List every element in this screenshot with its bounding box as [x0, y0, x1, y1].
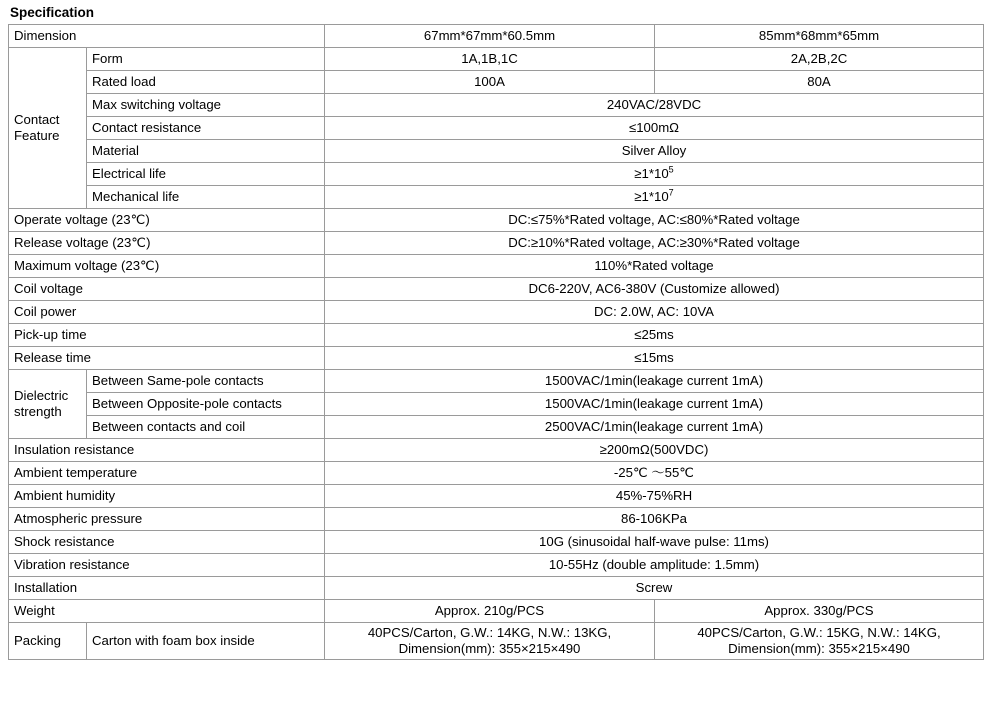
- row-value-rated-load-2: 80A: [655, 71, 984, 94]
- group-label-contact-form: Contact Feature: [9, 48, 87, 209]
- table-row: [9, 209, 984, 232]
- row-value-contacts-and-coil: 2500VAC/1min(leakage current 1mA): [325, 416, 984, 439]
- row-label-electrical-life: Electrical life: [87, 163, 325, 186]
- row-label-pick-up-time: Pick-up time: [9, 324, 325, 347]
- table-row: [9, 370, 984, 393]
- row-value-operate-voltage: DC:≤75%*Rated voltage, AC:≤80%*Rated voltage: [325, 209, 984, 232]
- table-row: [9, 25, 984, 48]
- row-value-insulation-resistance: ≥200mΩ(500VDC): [325, 439, 984, 462]
- row-value-installation: Screw: [325, 577, 984, 600]
- table-row: [9, 94, 984, 117]
- row-value-vibration-resistance: 10-55Hz (double amplitude: 1.5mm): [325, 554, 984, 577]
- row-label-atmospheric-pressure: Atmospheric pressure: [9, 508, 325, 531]
- row-label-insulation-resistance: Insulation resistance: [9, 439, 325, 462]
- row-value-maximum-voltage: 110%*Rated voltage: [325, 255, 984, 278]
- table-row: [9, 347, 984, 370]
- group-label-same-pole: Dielectric strength: [9, 370, 87, 439]
- row-value-coil-voltage: DC6-220V, AC6-380V (Customize allowed): [325, 278, 984, 301]
- row-label-shock-resistance: Shock resistance: [9, 531, 325, 554]
- row-label-maximum-voltage: Maximum voltage (23℃): [9, 255, 325, 278]
- row-label-coil-voltage: Coil voltage: [9, 278, 325, 301]
- row-label-same-pole: Between Same-pole contacts: [87, 370, 325, 393]
- row-label-contacts-and-coil: Between contacts and coil: [87, 416, 325, 439]
- row-value-same-pole: 1500VAC/1min(leakage current 1mA): [325, 370, 984, 393]
- row-label-contact-form: Form: [87, 48, 325, 71]
- row-value-shock-resistance: 10G (sinusoidal half-wave pulse: 11ms): [325, 531, 984, 554]
- row-label-release-time: Release time: [9, 347, 325, 370]
- table-row: [9, 232, 984, 255]
- row-value-max-switching-voltage: 240VAC/28VDC: [325, 94, 984, 117]
- table-row: [9, 324, 984, 347]
- table-row: [9, 623, 984, 660]
- row-label-weight: Weight: [9, 600, 325, 623]
- row-label-max-switching-voltage: Max switching voltage: [87, 94, 325, 117]
- row-value-electrical-life: $\ge 1*10^5$: [325, 163, 984, 186]
- row-value-dimension-1: 67mm*67mm*60.5mm: [325, 25, 655, 48]
- row-label-contact-resistance: Contact resistance: [87, 117, 325, 140]
- row-value-contact-form-1: 1A,1B,1C: [325, 48, 655, 71]
- table-row: [9, 600, 984, 623]
- table-row: [9, 301, 984, 324]
- table-row: [9, 255, 984, 278]
- row-label-mechanical-life: Mechanical life: [87, 186, 325, 209]
- row-value-ambient-humidity: 45%-75%RH: [325, 485, 984, 508]
- row-label-installation: Installation: [9, 577, 325, 600]
- row-label-ambient-temperature: Ambient temperature: [9, 462, 325, 485]
- row-value-material: Silver Alloy: [325, 140, 984, 163]
- table-row: [9, 439, 984, 462]
- row-label-ambient-humidity: Ambient humidity: [9, 485, 325, 508]
- row-value-packing-2: 40PCS/Carton, G.W.: 15KG, N.W.: 14KG, Dimension(mm): 355×215×490: [655, 623, 984, 660]
- table-row: [9, 462, 984, 485]
- row-value-release-time: ≤15ms: [325, 347, 984, 370]
- table-row: [9, 577, 984, 600]
- table-row: [9, 554, 984, 577]
- table-row: [9, 48, 984, 71]
- row-value-contact-resistance: ≤100mΩ: [325, 117, 984, 140]
- table-row: [9, 485, 984, 508]
- row-label-release-voltage: Release voltage (23℃): [9, 232, 325, 255]
- table-row: [9, 163, 984, 186]
- table-row: [9, 393, 984, 416]
- row-value-ambient-temperature: -25℃ ～55℃: [325, 462, 984, 485]
- table-row: [9, 71, 984, 94]
- row-value-pick-up-time: ≤25ms: [325, 324, 984, 347]
- row-value-mechanical-life: $\ge 1*10^7$: [325, 186, 984, 209]
- row-value-packing-1: 40PCS/Carton, G.W.: 14KG, N.W.: 13KG, Dimension(mm): 355×215×490: [325, 623, 655, 660]
- specification-table-body: [9, 25, 984, 660]
- table-row: [9, 186, 984, 209]
- page-title: Specification: [10, 5, 95, 20]
- table-row: [9, 278, 984, 301]
- table-row: [9, 117, 984, 140]
- row-label-coil-power: Coil power: [9, 301, 325, 324]
- row-value-coil-power: DC: 2.0W, AC: 10VA: [325, 301, 984, 324]
- row-label-material: Material: [87, 140, 325, 163]
- row-value-opposite-pole: 1500VAC/1min(leakage current 1mA): [325, 393, 984, 416]
- table-row: [9, 531, 984, 554]
- row-value-atmospheric-pressure: 86-106KPa: [325, 508, 984, 531]
- row-sublabel-packing: Carton with foam box inside: [87, 623, 325, 660]
- row-value-weight-1: Approx. 210g/PCS: [325, 600, 655, 623]
- row-value-rated-load-1: 100A: [325, 71, 655, 94]
- row-label-operate-voltage: Operate voltage (23℃): [9, 209, 325, 232]
- row-value-weight-2: Approx. 330g/PCS: [655, 600, 984, 623]
- table-row: [9, 416, 984, 439]
- row-value-contact-form-2: 2A,2B,2C: [655, 48, 984, 71]
- specification-table: [8, 24, 984, 660]
- table-row: [9, 508, 984, 531]
- row-label-rated-load: Rated load: [87, 71, 325, 94]
- table-row: [9, 140, 984, 163]
- row-label-opposite-pole: Between Opposite-pole contacts: [87, 393, 325, 416]
- row-value-release-voltage: DC:≥10%*Rated voltage, AC:≥30%*Rated voltage: [325, 232, 984, 255]
- row-label-packing: Packing: [9, 623, 87, 660]
- row-label-vibration-resistance: Vibration resistance: [9, 554, 325, 577]
- row-label-dimension: Dimension: [9, 25, 325, 48]
- row-value-dimension-2: 85mm*68mm*65mm: [655, 25, 984, 48]
